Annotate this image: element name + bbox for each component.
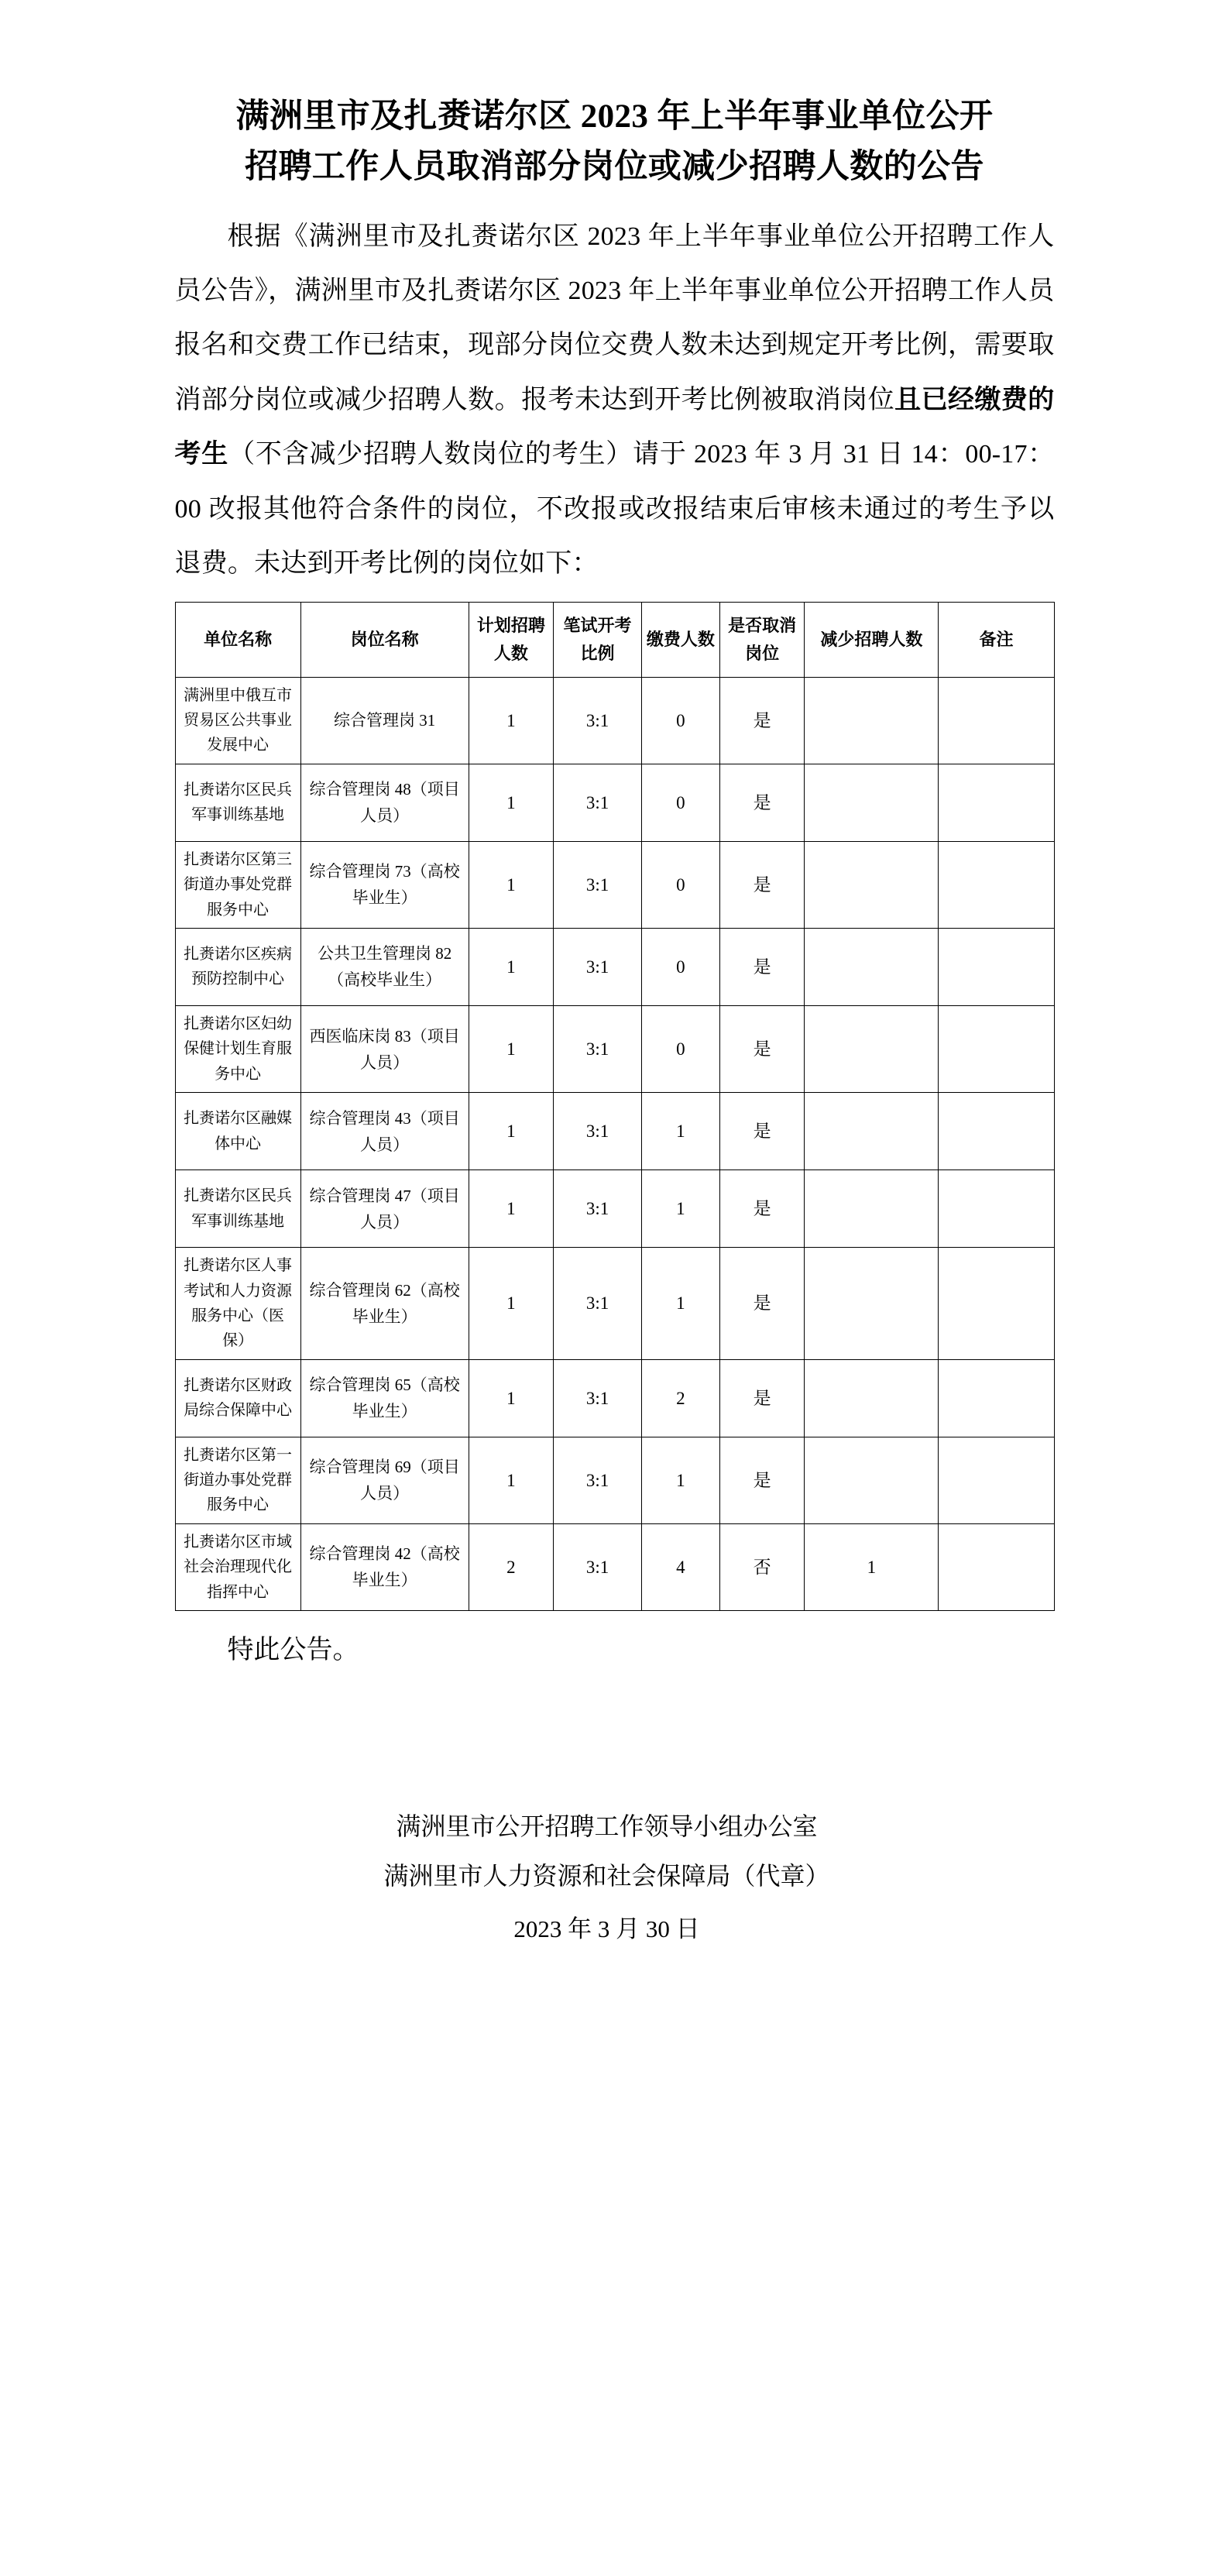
cell-exam-ratio: 3:1	[554, 1093, 642, 1170]
document-content	[175, 0, 1055, 1953]
cell-plan-count: 1	[469, 1437, 554, 1523]
jobs-table-wrapper	[175, 602, 1055, 1611]
cell-reduced-count	[805, 1359, 939, 1437]
cell-remark	[939, 928, 1054, 1005]
table-body	[175, 677, 1054, 1610]
cell-cancelled: 是	[719, 1093, 805, 1170]
cell-exam-ratio: 3:1	[554, 1437, 642, 1523]
cell-unit-name: 扎赉诺尔区财政局综合保障中心	[175, 1359, 300, 1437]
cell-cancelled: 是	[719, 1248, 805, 1360]
cell-unit-name: 扎赉诺尔区市域社会治理现代化指挥中心	[175, 1523, 300, 1610]
cell-plan-count: 1	[469, 928, 554, 1005]
cell-remark	[939, 764, 1054, 841]
cell-reduced-count	[805, 764, 939, 841]
cell-cancelled: 是	[719, 1005, 805, 1092]
cell-paid-count: 0	[642, 928, 720, 1005]
cell-exam-ratio: 3:1	[554, 1248, 642, 1360]
cell-post-name: 西医临床岗 83（项目人员）	[300, 1005, 469, 1092]
cell-reduced-count	[805, 1437, 939, 1523]
cell-paid-count: 1	[642, 1093, 720, 1170]
cell-remark	[939, 1523, 1054, 1610]
signature-office: 满洲里市公开招聘工作领导小组办公室	[396, 1812, 818, 1841]
cell-post-name: 综合管理岗 31	[300, 677, 469, 764]
cell-reduced-count	[805, 1248, 939, 1360]
jobs-table	[175, 602, 1055, 1611]
cell-exam-ratio: 3:1	[554, 1005, 642, 1092]
cell-post-name: 综合管理岗 47（项目人员）	[300, 1170, 469, 1248]
cell-paid-count: 0	[642, 764, 720, 841]
cell-remark	[939, 1005, 1054, 1092]
column-header-exam-ratio: 笔试开考比例	[554, 603, 642, 677]
table-row	[175, 928, 1054, 1005]
cell-plan-count: 1	[469, 1359, 554, 1437]
table-row	[175, 1437, 1054, 1523]
cell-reduced-count: 1	[805, 1523, 939, 1610]
cell-remark	[939, 1359, 1054, 1437]
cell-unit-name: 满洲里中俄互市贸易区公共事业发展中心	[175, 677, 300, 764]
table-row	[175, 1359, 1054, 1437]
cell-unit-name: 扎赉诺尔区第三街道办事处党群服务中心	[175, 841, 300, 928]
cell-exam-ratio: 3:1	[554, 928, 642, 1005]
cell-paid-count: 1	[642, 1170, 720, 1248]
cell-exam-ratio: 3:1	[554, 677, 642, 764]
cell-unit-name: 扎赉诺尔区人事考试和人力资源服务中心（医保）	[175, 1248, 300, 1360]
cell-cancelled: 是	[719, 841, 805, 928]
cell-plan-count: 2	[469, 1523, 554, 1610]
signature-bureau: 满洲里市人力资源和社会保障局（代章）	[383, 1862, 830, 1891]
column-header-remark: 备注	[939, 603, 1054, 677]
cell-paid-count: 0	[642, 1005, 720, 1092]
cell-exam-ratio: 3:1	[554, 841, 642, 928]
page-title-line-2: 招聘工作人员取消部分岗位或减少招聘人数的公告	[245, 149, 984, 186]
cell-remark	[939, 1248, 1054, 1360]
closing-statement: 特此公告。	[227, 1636, 359, 1665]
cell-remark	[939, 677, 1054, 764]
column-header-paid-count: 缴费人数	[642, 603, 720, 677]
cell-reduced-count	[805, 1170, 939, 1248]
column-header-cancelled: 是否取消岗位	[719, 603, 805, 677]
cell-reduced-count	[805, 841, 939, 928]
cell-remark	[939, 841, 1054, 928]
column-header-unit-name: 单位名称	[175, 603, 300, 677]
page-title-line-1: 满洲里市及扎赉诺尔区 2023 年上半年事业单位公开	[235, 98, 994, 135]
cell-paid-count: 2	[642, 1359, 720, 1437]
cell-reduced-count	[805, 1005, 939, 1092]
cell-post-name: 综合管理岗 69（项目人员）	[300, 1437, 469, 1523]
table-header-row	[175, 603, 1054, 677]
cell-post-name: 综合管理岗 42（高校毕业生）	[300, 1523, 469, 1610]
cell-post-name: 综合管理岗 62（高校毕业生）	[300, 1248, 469, 1360]
cell-reduced-count	[805, 677, 939, 764]
table-row	[175, 764, 1054, 841]
cell-plan-count: 1	[469, 764, 554, 841]
announcement-paragraph	[175, 210, 1055, 592]
cell-post-name: 公共卫生管理岗 82（高校毕业生）	[300, 928, 469, 1005]
table-row	[175, 1005, 1054, 1092]
cell-plan-count: 1	[469, 677, 554, 764]
cell-exam-ratio: 3:1	[554, 764, 642, 841]
cell-post-name: 综合管理岗 65（高校毕业生）	[300, 1359, 469, 1437]
cell-plan-count: 1	[469, 1170, 554, 1248]
paragraph-text-part-1: 根据《满洲里市及扎赉诺尔区 2023 年上半年事业单位公开招聘工作人员公告》，满洲里市及扎赉诺尔区 2023 年上半年事业单位公开招聘工作人员报名和交费工作已结束，现部分岗位交费人数未达到规定开考比例，需要取消部分岗位或减少招聘人数。报考未达到开考比例被取消岗位	[174, 222, 1055, 414]
table-header	[175, 603, 1054, 677]
cell-cancelled: 是	[719, 1170, 805, 1248]
cell-post-name: 综合管理岗 73（高校毕业生）	[300, 841, 469, 928]
cell-unit-name: 扎赉诺尔区融媒体中心	[175, 1093, 300, 1170]
cell-paid-count: 1	[642, 1437, 720, 1523]
cell-plan-count: 1	[469, 841, 554, 928]
table-row	[175, 1093, 1054, 1170]
cell-cancelled: 是	[719, 1359, 805, 1437]
page-title	[175, 91, 1055, 193]
cell-paid-count: 1	[642, 1248, 720, 1360]
cell-unit-name: 扎赉诺尔区第一街道办事处党群服务中心	[175, 1437, 300, 1523]
cell-post-name: 综合管理岗 43（项目人员）	[300, 1093, 469, 1170]
column-header-post-name: 岗位名称	[300, 603, 469, 677]
cell-reduced-count	[805, 1093, 939, 1170]
cell-reduced-count	[805, 928, 939, 1005]
cell-remark	[939, 1437, 1054, 1523]
table-row	[175, 1248, 1054, 1360]
column-header-reduced-count: 减少招聘人数	[805, 603, 939, 677]
cell-unit-name: 扎赉诺尔区民兵军事训练基地	[175, 764, 300, 841]
cell-remark	[939, 1170, 1054, 1248]
cell-remark	[939, 1093, 1054, 1170]
cell-unit-name: 扎赉诺尔区妇幼保健计划生育服务中心	[175, 1005, 300, 1092]
cell-paid-count: 0	[642, 677, 720, 764]
paragraph-text-bold: 且已经缴费的考生	[174, 385, 1055, 469]
cell-exam-ratio: 3:1	[554, 1359, 642, 1437]
signature-date: 2023 年 3 月 30 日	[513, 1915, 700, 1943]
table-row	[175, 1523, 1054, 1610]
cell-paid-count: 4	[642, 1523, 720, 1610]
cell-plan-count: 1	[469, 1005, 554, 1092]
cell-cancelled: 是	[719, 928, 805, 1005]
cell-plan-count: 1	[469, 1093, 554, 1170]
cell-unit-name: 扎赉诺尔区疾病预防控制中心	[175, 928, 300, 1005]
cell-exam-ratio: 3:1	[554, 1170, 642, 1248]
paragraph-text-part-2: （不含减少招聘人数岗位的考生）请于 2023 年 3 月 31 日 14：00-17：00 改报其他符合条件的岗位，不改报或改报结束后审核未通过的考生予以退费。未达到开考比例的岗位如下：	[174, 440, 1055, 578]
table-row	[175, 841, 1054, 928]
cell-cancelled: 是	[719, 1437, 805, 1523]
cell-cancelled: 是	[719, 677, 805, 764]
cell-plan-count: 1	[469, 1248, 554, 1360]
column-header-plan-count: 计划招聘人数	[469, 603, 554, 677]
cell-unit-name: 扎赉诺尔区民兵军事训练基地	[175, 1170, 300, 1248]
cell-cancelled: 是	[719, 764, 805, 841]
signature-block	[175, 1801, 1055, 1953]
cell-post-name: 综合管理岗 48（项目人员）	[300, 764, 469, 841]
cell-paid-count: 0	[642, 841, 720, 928]
table-row	[175, 1170, 1054, 1248]
table-row	[175, 677, 1054, 764]
cell-cancelled: 否	[719, 1523, 805, 1610]
cell-exam-ratio: 3:1	[554, 1523, 642, 1610]
